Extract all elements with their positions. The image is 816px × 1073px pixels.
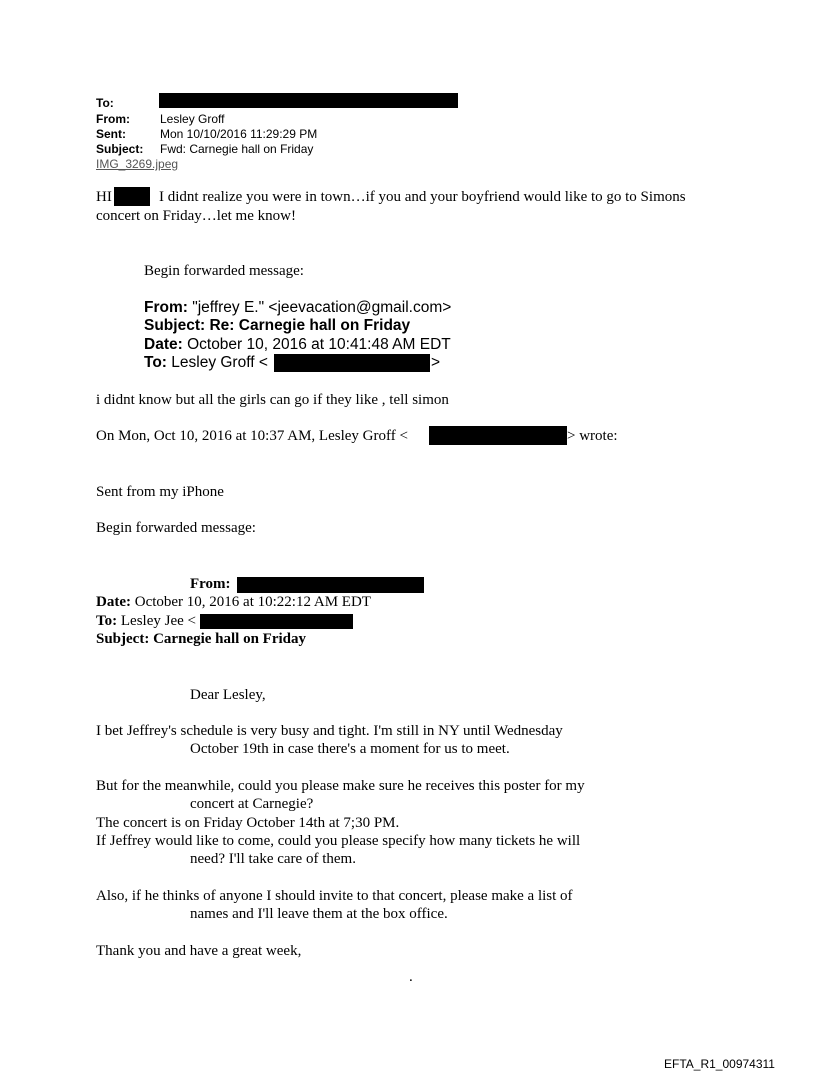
letter-p2-line2: concert at Carnegie? xyxy=(190,796,314,812)
redaction-to xyxy=(159,93,458,108)
letter-p1-line1: I bet Jeffrey's schedule is very busy and tight. I'm still in NY until Wednesday xyxy=(96,723,563,739)
salutation: Dear Lesley, xyxy=(190,687,266,703)
fwd2-from-label: From: xyxy=(190,576,231,592)
redaction-fwd1-to xyxy=(274,354,430,372)
sent-value: Mon 10/10/2016 11:29:29 PM xyxy=(160,127,318,141)
fwd1-from: From: "jeffrey E." <jeevacation@gmail.com> xyxy=(144,299,452,316)
document-id: EFTA_R1_00974311 xyxy=(664,1057,775,1071)
attachment-link[interactable]: IMG_3269.jpeg xyxy=(96,157,179,171)
begin-forwarded-2: Begin forwarded message: xyxy=(96,520,256,536)
sent-label: Sent: xyxy=(96,127,126,141)
from-value: Lesley Groff xyxy=(160,112,225,126)
to-label: To: xyxy=(96,96,114,110)
redaction-fwd2-from xyxy=(237,577,424,593)
fwd2-subject: Subject: Carnegie hall on Friday xyxy=(96,631,306,647)
fwd1-to-close: > xyxy=(431,354,441,371)
greeting: HI xyxy=(96,189,112,205)
body-line-2: concert on Friday…let me know! xyxy=(96,208,296,224)
fwd1-to: To: Lesley Groff < xyxy=(144,354,268,371)
letter-p5-line2: names and I'll leave them at the box office. xyxy=(190,906,448,922)
from-label: From: xyxy=(96,112,130,126)
subject-label: Subject: xyxy=(96,142,144,156)
letter-p3: The concert is on Friday October 14th at 7;30 PM. xyxy=(96,815,400,831)
forward-intro: Begin forwarded message: xyxy=(144,263,304,279)
letter-p1-line2: October 19th in case there's a moment for us to meet. xyxy=(190,741,510,757)
subject-value: Fwd: Carnegie hall on Friday xyxy=(160,142,314,156)
fwd1-subject: Subject: Re: Carnegie hall on Friday xyxy=(144,317,411,334)
letter-p4-line1: If Jeffrey would like to come, could you please specify how many tickets he will xyxy=(96,833,581,849)
letter-closing: Thank you and have a great week, xyxy=(96,943,302,959)
redaction-quote-email xyxy=(429,426,567,445)
letter-p5-line1: Also, if he thinks of anyone I should invite to that concert, please make a list of xyxy=(96,888,573,904)
redaction-name xyxy=(114,187,150,206)
body-line-1: I didnt realize you were in town…if you and your boyfriend would like to go to Simons xyxy=(159,189,686,205)
fwd2-to: To: Lesley Jee < xyxy=(96,613,196,629)
redaction-fwd2-to xyxy=(200,614,353,629)
fwd1-date: Date: October 10, 2016 at 10:41:48 AM EDT xyxy=(144,336,451,353)
fwd2-date: Date: October 10, 2016 at 10:22:12 AM EDT xyxy=(96,594,371,610)
quote-prefix: On Mon, Oct 10, 2016 at 10:37 AM, Lesley Groff < xyxy=(96,428,408,444)
stray-dot: . xyxy=(409,969,413,985)
sent-from: Sent from my iPhone xyxy=(96,484,224,500)
reply-line: i didnt know but all the girls can go if they like , tell simon xyxy=(96,392,449,408)
quote-suffix: > wrote: xyxy=(567,428,618,444)
letter-p4-line2: need? I'll take care of them. xyxy=(190,851,356,867)
letter-p2-line1: But for the meanwhile, could you please make sure he receives this poster for my xyxy=(96,778,585,794)
